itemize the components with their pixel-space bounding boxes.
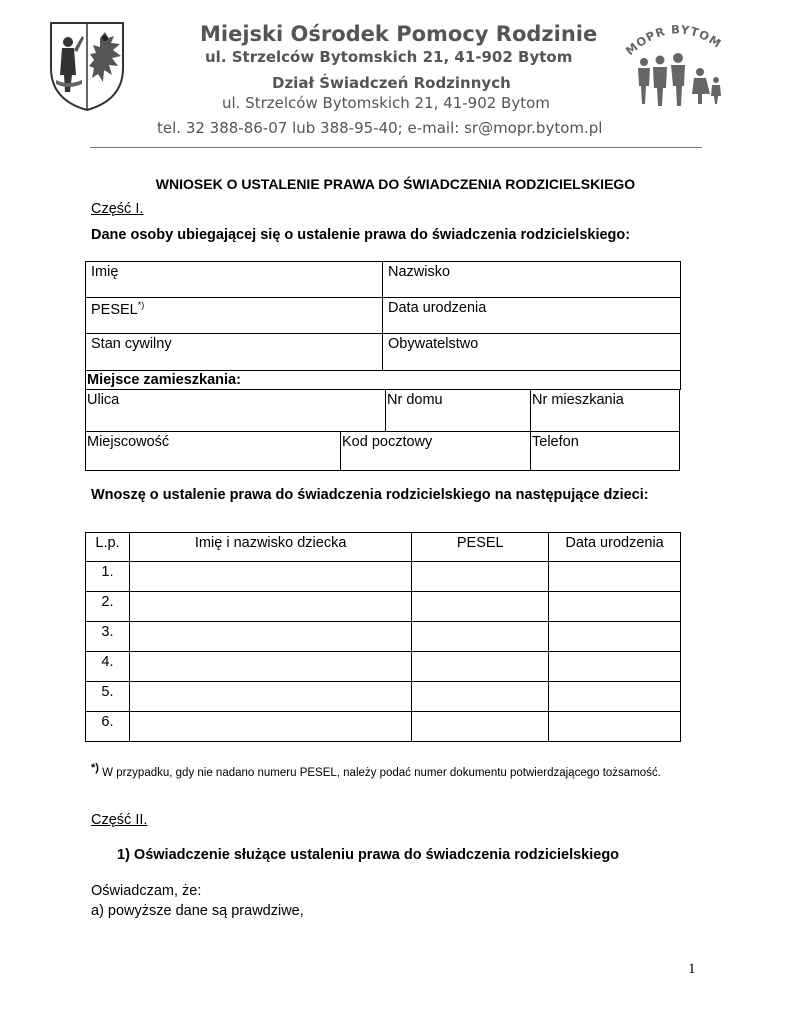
citizenship-label: Obywatelstwo bbox=[388, 336, 479, 352]
department-name: Dział Świadczeń Rodzinnych bbox=[272, 74, 511, 92]
child-birth-date-cell[interactable] bbox=[549, 622, 681, 652]
pesel-footnote-mark: *) bbox=[137, 300, 145, 310]
child-birth-date-cell[interactable] bbox=[549, 592, 681, 622]
house-number-label: Nr domu bbox=[387, 392, 443, 408]
declaration-point-a: a) powyższe dane są prawdziwe, bbox=[91, 903, 304, 919]
apartment-number-label: Nr mieszkania bbox=[532, 392, 624, 408]
department-address: ul. Strzelców Bytomskich 21, 41-902 Bytom bbox=[222, 94, 550, 112]
postal-code-field[interactable] bbox=[340, 431, 531, 471]
birth-date-label: Data urodzenia bbox=[388, 300, 487, 316]
footnote-mark: *) bbox=[91, 762, 99, 774]
row-number: 4. bbox=[86, 652, 130, 682]
row-number: 3. bbox=[86, 622, 130, 652]
header-divider bbox=[90, 147, 702, 148]
last-name-label: Nazwisko bbox=[388, 264, 451, 280]
part2-label: Część II. bbox=[91, 812, 148, 828]
table-row bbox=[86, 622, 681, 652]
street-field[interactable] bbox=[85, 389, 386, 432]
declaration-intro: Oświadczam, że: bbox=[91, 883, 202, 899]
child-pesel-cell[interactable] bbox=[412, 592, 549, 622]
contact-line: tel. 32 388-86-07 lub 388-95-40; e-mail: sr@mopr.bytom.pl bbox=[157, 119, 603, 137]
child-pesel-cell[interactable] bbox=[412, 712, 549, 742]
table-row bbox=[86, 562, 681, 592]
marital-status-field[interactable] bbox=[85, 333, 383, 371]
last-name-field[interactable] bbox=[382, 261, 681, 298]
residence-heading: Miejsce zamieszkania: bbox=[85, 370, 681, 390]
child-birth-date-cell[interactable] bbox=[549, 682, 681, 712]
mopr-logo-text: MOPR BYTOM bbox=[622, 22, 725, 59]
pesel-label: PESEL bbox=[91, 301, 138, 318]
children-table-header bbox=[86, 533, 681, 562]
bytom-coat-of-arms-icon bbox=[48, 20, 126, 112]
children-heading: Wnoszę o ustalenie prawa do świadczenia rodzicielskiego na następujące dzieci: bbox=[91, 487, 649, 503]
marital-status-label: Stan cywilny bbox=[91, 336, 172, 352]
child-pesel-cell[interactable] bbox=[412, 652, 549, 682]
citizenship-field[interactable] bbox=[382, 333, 681, 371]
city-field[interactable] bbox=[85, 431, 341, 471]
first-name-label: Imię bbox=[91, 264, 119, 280]
child-name-cell[interactable] bbox=[129, 592, 411, 622]
phone-label: Telefon bbox=[532, 434, 579, 450]
row-number: 5. bbox=[86, 682, 130, 712]
row-number: 1. bbox=[86, 562, 130, 592]
table-row bbox=[86, 652, 681, 682]
part1-heading: Dane osoby ubiegającej się o ustalenie prawa do świadczenia rodzicielskiego: bbox=[91, 227, 631, 243]
child-name-cell[interactable] bbox=[129, 562, 411, 592]
child-name-cell[interactable] bbox=[129, 712, 411, 742]
city-label: Miejscowość bbox=[87, 434, 170, 450]
street-label: Ulica bbox=[87, 392, 120, 408]
child-birth-date-cell[interactable] bbox=[549, 712, 681, 742]
svg-text:MOPR BYTOM bbox=[623, 22, 724, 58]
child-pesel-cell[interactable] bbox=[412, 622, 549, 652]
child-name-cell[interactable] bbox=[129, 682, 411, 712]
column-header-lp: L.p. bbox=[86, 533, 130, 562]
first-name-field[interactable] bbox=[85, 261, 383, 298]
page-number: 1 bbox=[688, 961, 696, 977]
child-name-cell[interactable] bbox=[129, 652, 411, 682]
house-number-field[interactable] bbox=[385, 389, 531, 432]
declaration-heading: 1) Oświadczenie służące ustaleniu prawa do świadczenia rodzicielskiego bbox=[117, 847, 620, 863]
postal-code-label: Kod pocztowy bbox=[342, 434, 433, 450]
apartment-number-field[interactable] bbox=[530, 389, 680, 432]
family-silhouette-icon bbox=[622, 18, 726, 110]
phone-field[interactable] bbox=[530, 431, 680, 471]
table-row bbox=[86, 682, 681, 712]
footnote bbox=[91, 760, 700, 781]
pesel-field[interactable] bbox=[85, 297, 383, 334]
birth-date-field[interactable] bbox=[382, 297, 681, 334]
children-table bbox=[85, 532, 681, 742]
child-pesel-cell[interactable] bbox=[412, 682, 549, 712]
column-header-child-name: Imię i nazwisko dziecka bbox=[129, 533, 411, 562]
organization-address: ul. Strzelców Bytomskich 21, 41-902 Bytom bbox=[205, 48, 573, 66]
part1-label: Część I. bbox=[91, 201, 144, 217]
child-name-cell[interactable] bbox=[129, 622, 411, 652]
child-birth-date-cell[interactable] bbox=[549, 562, 681, 592]
organization-name: Miejski Ośrodek Pomocy Rodzinie bbox=[200, 22, 598, 46]
row-number: 2. bbox=[86, 592, 130, 622]
table-row bbox=[86, 712, 681, 742]
child-pesel-cell[interactable] bbox=[412, 562, 549, 592]
column-header-birth-date: Data urodzenia bbox=[549, 533, 681, 562]
row-number: 6. bbox=[86, 712, 130, 742]
column-header-pesel: PESEL bbox=[412, 533, 549, 562]
table-row bbox=[86, 592, 681, 622]
child-birth-date-cell[interactable] bbox=[549, 652, 681, 682]
form-title: WNIOSEK O USTALENIE PRAWA DO ŚWIADCZENIA RODZICIELSKIEGO bbox=[155, 176, 636, 192]
footnote-text: W przypadku, gdy nie nadano numeru PESEL, należy podać numer dokumentu potwierdzającego tożsamość. bbox=[102, 766, 661, 779]
